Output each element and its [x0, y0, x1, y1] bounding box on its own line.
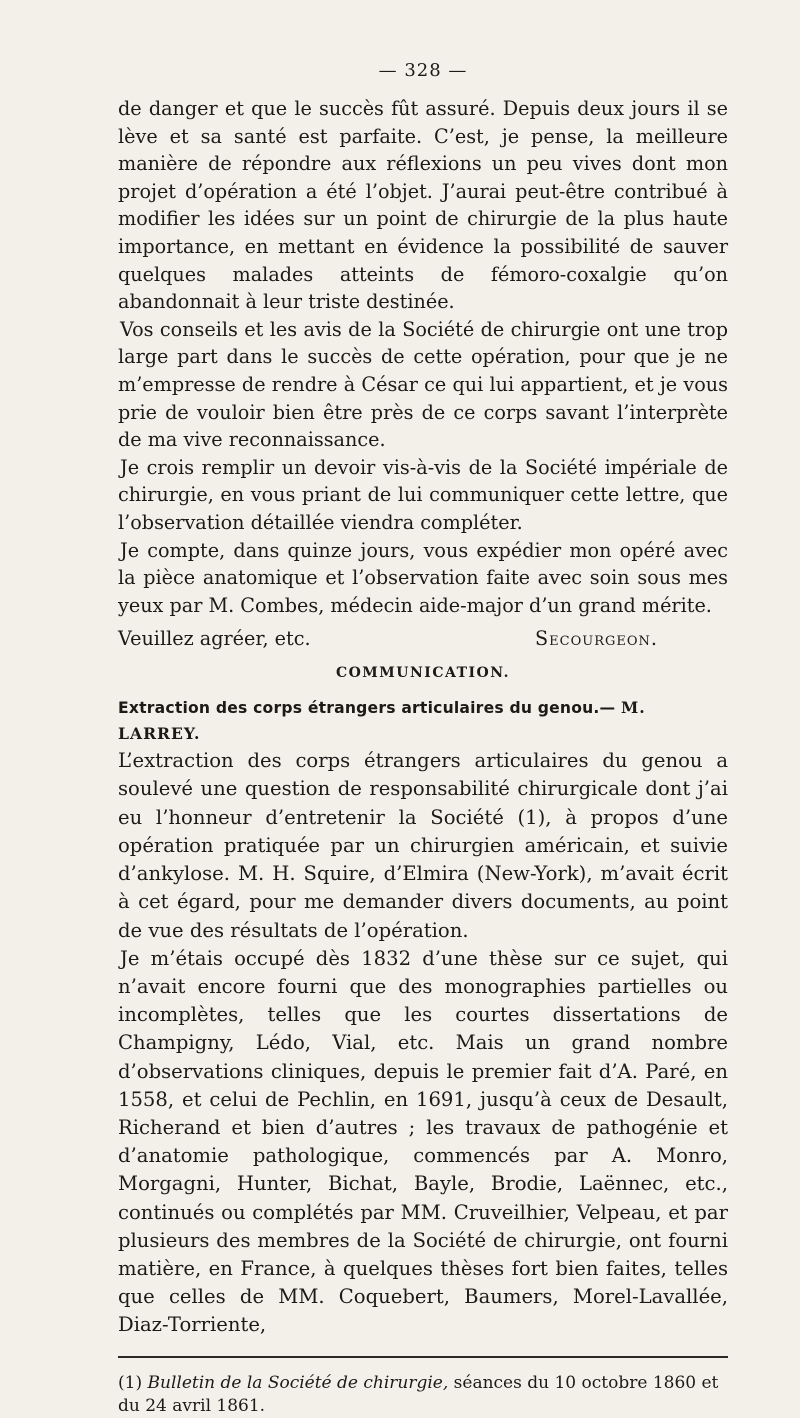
article-title-text: Extraction des corps étrangers articulaires du genou.—: [118, 699, 616, 718]
section-heading: COMMUNICATION.: [335, 665, 511, 682]
article-title: [118, 695, 728, 747]
letter-signature: Secourgeon.: [535, 627, 658, 651]
article-paragraph: L’extraction des corps étrangers articulaires du genou a soulevé une question de responsabilité chirurgicale dont j’ai eu l’honneur d’entretenir la Société (1), à propos d’une opération pratiquée par un chirurgien américain, et suivie d’ankylose. M. H. Squire, d’Elmira (New-York), m’avait écrit à cet égard, pour me demander divers documents, au point de vue des résultats de l’opération.: [118, 749, 728, 942]
footnote-marker: (1): [118, 1372, 143, 1393]
footnote-title: Bulletin de la Société de chirurgie,: [147, 1372, 449, 1393]
letter-closing: Veuillez agréer, etc.: [118, 627, 311, 651]
page-number: — 328 —: [378, 60, 468, 81]
letter-paragraph: Je crois remplir un devoir vis-à-vis de la Société impériale de chirurgie, en vous priant de lui communiquer cette lettre, que l’observation détaillée viendra compléter.: [118, 455, 728, 534]
article-paragraph: Je m’étais occupé dès 1832 d’une thèse sur ce sujet, qui n’avait encore fourni que des monographies partielles ou incomplètes, telles que les courtes dissertations de Champigny, Lédo, Vial, etc. Mais un grand nombre d’observations cliniques, depuis le premier fait d’A. Paré, en 1558, et celui de Pechlin, en 1691, jusqu’à ceux de Desault, Richerand et bien d’autres ; les travaux de pathogénie et d’anatomie pathologique, commencés par A. Monro, Morgagni, Hunter, Bichat, Bayle, Brodie, Laënnec, etc., continués ou complétés par MM. Cruveilhier, Velpeau, et par plusieurs des membres de la Société de chirurgie, ont fourni matière, en France, à quelques thèses fort bien faites, telles que celles de MM. Coquebert, Baumers, Morel-Lavallée, Diaz-Torriente,: [118, 946, 728, 1337]
letter-closing-line: [118, 625, 728, 653]
article-author: M. LARREY.: [118, 698, 646, 744]
footnote: [118, 1372, 728, 1418]
footnote-divider: [118, 1356, 728, 1358]
footnote-text: séances du 10 octobre 1860 et du 24 avril 1861.: [118, 1372, 719, 1416]
letter-paragraph: Vos conseils et les avis de la Société de chirurgie ont une trop large part dans le succès de cette opération, pour que je ne m’empresse de rendre à César ce qui lui appartient, et je vous prie de vouloir bien être près de ce corps savant l’interprète de ma vive reconnaissance.: [118, 317, 728, 452]
letter-paragraph: de danger et que le succès fût assuré. Depuis deux jours il se lève et sa santé est parfaite. C’est, je pense, la meilleure manière de répondre aux réflexions un peu vives dont mon projet d’opération a été l’objet. J’aurai peut-être contribué à modifier les idées sur un point de chirurgie de la plus haute importance, en mettant en évidence la possibilité de sauver quelques malades atteints de fémoro-coxalgie qu’on abandonnait à leur triste destinée.: [118, 97, 728, 314]
letter-body: [118, 95, 728, 653]
article: [118, 695, 728, 1339]
letter-paragraph: Je compte, dans quinze jours, vous expédier mon opéré avec la pièce anatomique et l’observation faite avec soin sous mes yeux par M. Combes, médecin aide-major d’un grand mérite.: [118, 538, 728, 617]
